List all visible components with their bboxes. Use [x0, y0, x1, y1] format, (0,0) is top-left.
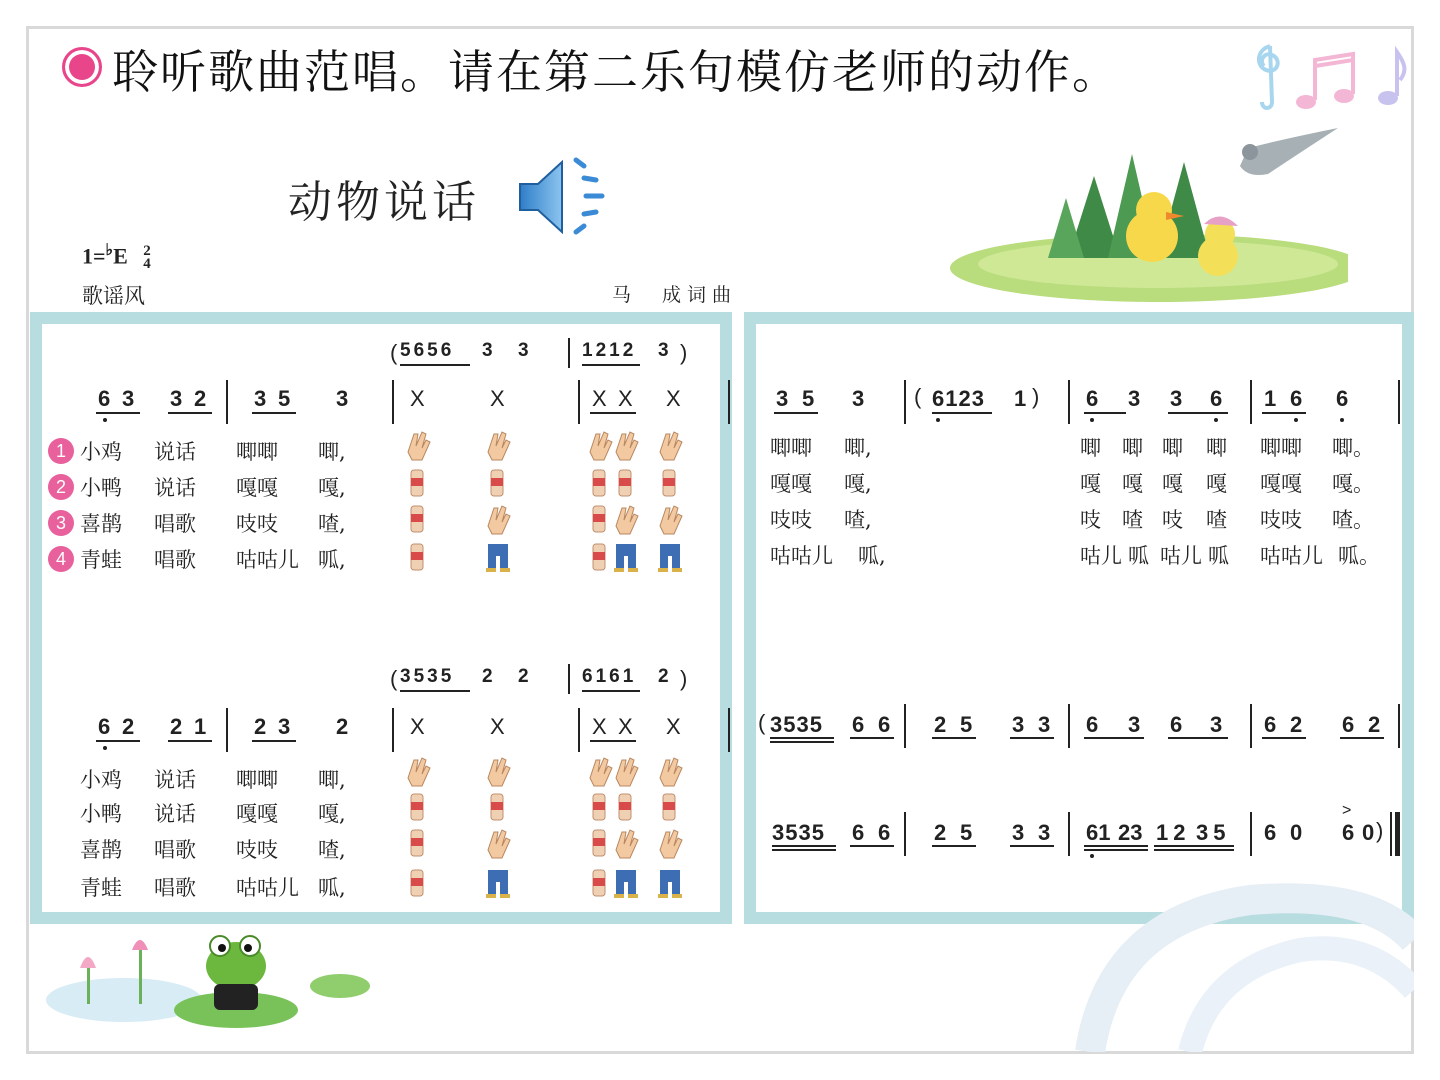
lyric-word: 呱, [318, 548, 346, 572]
underline [1010, 845, 1054, 847]
note: 3 [1038, 820, 1051, 845]
lyric-word: 吱吱 [236, 838, 278, 862]
song-style: 歌谣风 [82, 284, 145, 308]
barline [568, 338, 570, 368]
lyric-word: 吱吱 [236, 512, 278, 536]
lyric-word: 吱 [1162, 508, 1183, 532]
barline [226, 380, 228, 424]
close-paren: ) [1376, 818, 1384, 843]
duck-chick-forest-illustration [948, 118, 1348, 308]
lyric-word: 青蛙 [80, 876, 122, 900]
note: 6 [878, 820, 891, 845]
close-paren: ) [1032, 384, 1040, 409]
lyric-word: 呱, [318, 876, 346, 900]
underline [252, 412, 296, 414]
octave-dot [103, 418, 107, 422]
lyric-word: 咕咕儿 [770, 544, 833, 568]
note-group: 3535 [772, 820, 825, 845]
note-group: 35 [1196, 820, 1231, 845]
octave-dot [103, 746, 107, 750]
underline [400, 690, 470, 692]
underline [770, 737, 834, 739]
underline [1084, 737, 1144, 739]
note: 6 [1342, 820, 1355, 845]
rhythm-x: X [410, 386, 425, 411]
underline [96, 412, 140, 414]
note: 6 [1264, 712, 1277, 737]
underline [772, 849, 836, 851]
lyric-word: 说话 [154, 476, 196, 500]
intro-note: 3 [658, 340, 669, 361]
note: 2 [1290, 712, 1303, 737]
lyric-word: 唧, [318, 440, 346, 464]
underline [772, 845, 836, 847]
lyric-word: 吱 [1080, 508, 1101, 532]
barline [1398, 380, 1400, 424]
music-notes-icon [1248, 36, 1408, 116]
lyric-word: 小鸡 [80, 768, 122, 792]
intro-note: 2 [482, 666, 493, 687]
note: 3 [776, 386, 789, 411]
lyric-word: 呱, [858, 544, 886, 568]
note: 1 [1264, 386, 1277, 411]
note: 0 [1362, 820, 1375, 845]
note: 6 [852, 712, 865, 737]
lyric-word: 唧唧 [236, 440, 278, 464]
speaker-icon[interactable] [516, 152, 612, 242]
lyric-word: 唧唧 [236, 768, 278, 792]
underline [770, 741, 834, 743]
frog-lotus-illustration [44, 928, 374, 1038]
note: 6 [98, 386, 111, 411]
verse-badge-1: 1 [48, 438, 74, 464]
lyric-word: 说话 [154, 768, 196, 792]
lyric-word: 呱。 [1338, 544, 1380, 568]
lyric-word: 嘎, [844, 472, 872, 496]
lyric-word: 喳。 [1332, 508, 1374, 532]
rhythm-x: X [592, 714, 607, 739]
lyric-word: 唧唧 [1260, 436, 1302, 460]
lyric-word: 喳 [1122, 508, 1143, 532]
intro-group-2: 6161 [582, 666, 637, 687]
watermark-logo [1070, 880, 1414, 1052]
underline [1168, 737, 1228, 739]
underline [1154, 845, 1234, 847]
note: 5 [278, 386, 291, 411]
verse-badge-3: 3 [48, 510, 74, 536]
barline [904, 812, 906, 856]
intro-group-2: 1212 [582, 340, 637, 361]
underline [932, 412, 992, 414]
rhythm-x: X [490, 714, 505, 739]
note: 1 [194, 714, 207, 739]
time-top: 2 [143, 243, 151, 260]
underline [1168, 412, 1228, 414]
note: 3 [336, 386, 349, 411]
octave-dot [1090, 854, 1094, 858]
note: 3 [1128, 712, 1141, 737]
open-paren: ( [758, 710, 766, 735]
note: 6 [878, 712, 891, 737]
lyric-word: 嘎嘎 [236, 476, 278, 500]
lyric-word: 唱歌 [154, 512, 196, 536]
note: 3 [1038, 712, 1051, 737]
key-letter: E [113, 243, 128, 269]
barline [392, 708, 394, 752]
lyric-word: 嘎嘎 [770, 472, 812, 496]
lyric-word: 唱歌 [154, 876, 196, 900]
lyric-word: 说话 [154, 440, 196, 464]
lyric-word: 唧, [844, 436, 872, 460]
lyric-word: 嘎 [1206, 472, 1227, 496]
lyric-word: 嘎 [1162, 472, 1183, 496]
barline [568, 664, 570, 694]
rhythm-x: X [666, 386, 681, 411]
note: 2 [194, 386, 207, 411]
note: 6 [1290, 386, 1303, 411]
underline [168, 412, 212, 414]
final-barline-thick [1395, 812, 1400, 856]
note-group: 61 [1086, 820, 1111, 845]
lyric-word: 小鸭 [80, 476, 122, 500]
lyric-word: 唧 [1122, 436, 1143, 460]
intro-group-1: 5656 [400, 340, 455, 361]
barline [578, 380, 580, 424]
lyric-word: 咕咕儿 [236, 548, 299, 572]
lyric-word: 嘎嘎 [236, 802, 278, 826]
underline [1262, 412, 1306, 414]
underline [850, 737, 894, 739]
note: 6 [852, 820, 865, 845]
note-group: 6123 [932, 386, 985, 411]
note: 3 [1170, 386, 1183, 411]
note: 0 [1290, 820, 1303, 845]
underline [582, 690, 640, 692]
song-title: 动物说话 [288, 177, 480, 228]
lyric-word: 嘎。 [1332, 472, 1374, 496]
lyric-word: 唧。 [1332, 436, 1374, 460]
lyric-word: 唧 [1206, 436, 1227, 460]
note: 3 [122, 386, 135, 411]
barline [578, 708, 580, 752]
barline [1250, 704, 1252, 748]
note: 2 [254, 714, 267, 739]
intro-note: 2 [518, 666, 529, 687]
note: 2 [170, 714, 183, 739]
verse-badge-4: 4 [48, 546, 74, 572]
note: 3 [1012, 820, 1025, 845]
note: 3 [1012, 712, 1025, 737]
note-group: 23 [1118, 820, 1143, 845]
intro-note: 3 [518, 340, 529, 361]
underline [400, 364, 470, 366]
lyric-word: 咕儿 [1160, 544, 1202, 568]
barline [1398, 704, 1400, 748]
lyric-word: 唧 [1080, 436, 1101, 460]
note-group: 3535 [770, 712, 823, 737]
barline [728, 380, 730, 424]
lyric-word: 咕咕儿 [236, 876, 299, 900]
time-bottom: 4 [143, 256, 151, 273]
note: 2 [1368, 712, 1381, 737]
lyric-word: 说话 [154, 802, 196, 826]
octave-dot [936, 418, 940, 422]
intro-open-paren: ( [390, 666, 398, 691]
underline [932, 737, 976, 739]
underline [1010, 737, 1054, 739]
octave-dot [1214, 418, 1218, 422]
note: 6 [1210, 386, 1223, 411]
note: 3 [1128, 386, 1141, 411]
note: 3 [278, 714, 291, 739]
underline [1262, 737, 1306, 739]
barline [1250, 380, 1252, 424]
accent-mark: > [1342, 802, 1352, 819]
note: 2 [336, 714, 349, 739]
song-author: 马 成词曲 [612, 284, 738, 306]
octave-dot [1294, 418, 1298, 422]
rhythm-x: X [618, 714, 633, 739]
note: 2 [122, 714, 135, 739]
lyric-word: 嘎嘎 [1260, 472, 1302, 496]
action-icons-grid [398, 756, 688, 906]
lyric-word: 唱歌 [154, 548, 196, 572]
action-icons-grid [398, 430, 688, 580]
intro-note: 3 [482, 340, 493, 361]
score-panel-right [744, 312, 1414, 924]
intro-close-paren: ) [680, 666, 688, 691]
note: 6 [98, 714, 111, 739]
final-barline-thin [1390, 812, 1392, 856]
barline [1068, 704, 1070, 748]
rhythm-x: X [592, 386, 607, 411]
lyric-word: 喳, [318, 838, 346, 862]
lyric-word: 小鸭 [80, 802, 122, 826]
key-prefix: 1= [82, 243, 106, 269]
underline [252, 740, 296, 742]
barline [728, 708, 730, 752]
lyric-word: 唱歌 [154, 838, 196, 862]
note: 3 [1210, 712, 1223, 737]
note: 2 [934, 712, 947, 737]
lyric-word: 喜鹊 [80, 838, 122, 862]
intro-note: 2 [658, 666, 669, 687]
underline [168, 740, 212, 742]
underline [1084, 849, 1148, 851]
lyric-word: 嘎, [318, 476, 346, 500]
note: 5 [802, 386, 815, 411]
note: 6 [1336, 386, 1349, 411]
lyric-word: 喜鹊 [80, 512, 122, 536]
octave-dot [1090, 418, 1094, 422]
lyric-word: 小鸡 [80, 440, 122, 464]
lyric-word: 唧, [318, 768, 346, 792]
barline [392, 380, 394, 424]
lyric-word: 嘎, [318, 802, 346, 826]
underline [1154, 849, 1234, 851]
barline [1068, 812, 1070, 856]
lyric-word: 咕咕儿 [1260, 544, 1323, 568]
underline [590, 412, 636, 414]
lyric-word: 嘎 [1080, 472, 1101, 496]
note: 1 [1014, 386, 1027, 411]
underline [1084, 412, 1126, 414]
intro-open-paren: ( [390, 340, 398, 365]
note: 6 [1170, 712, 1183, 737]
underline [932, 845, 976, 847]
lyric-word: 喳, [844, 508, 872, 532]
verse-badge-2: 2 [48, 474, 74, 500]
note: 3 [254, 386, 267, 411]
lyric-word: 嘎 [1122, 472, 1143, 496]
lyric-word: 呱 [1208, 544, 1229, 568]
note: 5 [960, 712, 973, 737]
underline [96, 740, 140, 742]
note: 6 [1086, 386, 1099, 411]
lyric-word: 喳 [1206, 508, 1227, 532]
underline [850, 845, 894, 847]
lyric-word: 吱吱 [1260, 508, 1302, 532]
note: 5 [960, 820, 973, 845]
barline [226, 708, 228, 752]
note: 3 [170, 386, 183, 411]
key-flat: ♭ [105, 242, 114, 259]
underline [1084, 845, 1148, 847]
rhythm-x: X [410, 714, 425, 739]
underline [582, 364, 640, 366]
slide-heading: 聆听歌曲范唱。请在第二乐句模仿老师的动作。 [112, 45, 1120, 99]
rhythm-x: X [490, 386, 505, 411]
octave-dot [1340, 418, 1344, 422]
intro-close-paren: ) [680, 340, 688, 365]
lyric-word: 喳, [318, 512, 346, 536]
bullet-icon [62, 47, 102, 87]
underline [774, 412, 818, 414]
lyric-word: 唧 [1162, 436, 1183, 460]
lyric-word: 唧唧 [770, 436, 812, 460]
underline [1340, 737, 1384, 739]
barline [904, 704, 906, 748]
note: 2 [934, 820, 947, 845]
open-paren: ( [914, 384, 922, 409]
underline [590, 740, 636, 742]
lyric-word: 青蛙 [80, 548, 122, 572]
lyric-word: 吱吱 [770, 508, 812, 532]
note: 6 [1086, 712, 1099, 737]
time-signature [143, 245, 151, 271]
note: 6 [1342, 712, 1355, 737]
rhythm-x: X [618, 386, 633, 411]
note-group: 12 [1156, 820, 1191, 845]
lyric-word: 呱 [1128, 544, 1149, 568]
score-panel-left [30, 312, 732, 924]
barline [1068, 380, 1070, 424]
intro-group-1: 3535 [400, 666, 455, 687]
note: 3 [852, 386, 865, 411]
key-signature [82, 240, 151, 271]
barline [904, 380, 906, 424]
lyric-word: 咕儿 [1080, 544, 1122, 568]
barline [1250, 812, 1252, 856]
note: 6 [1264, 820, 1277, 845]
rhythm-x: X [666, 714, 681, 739]
